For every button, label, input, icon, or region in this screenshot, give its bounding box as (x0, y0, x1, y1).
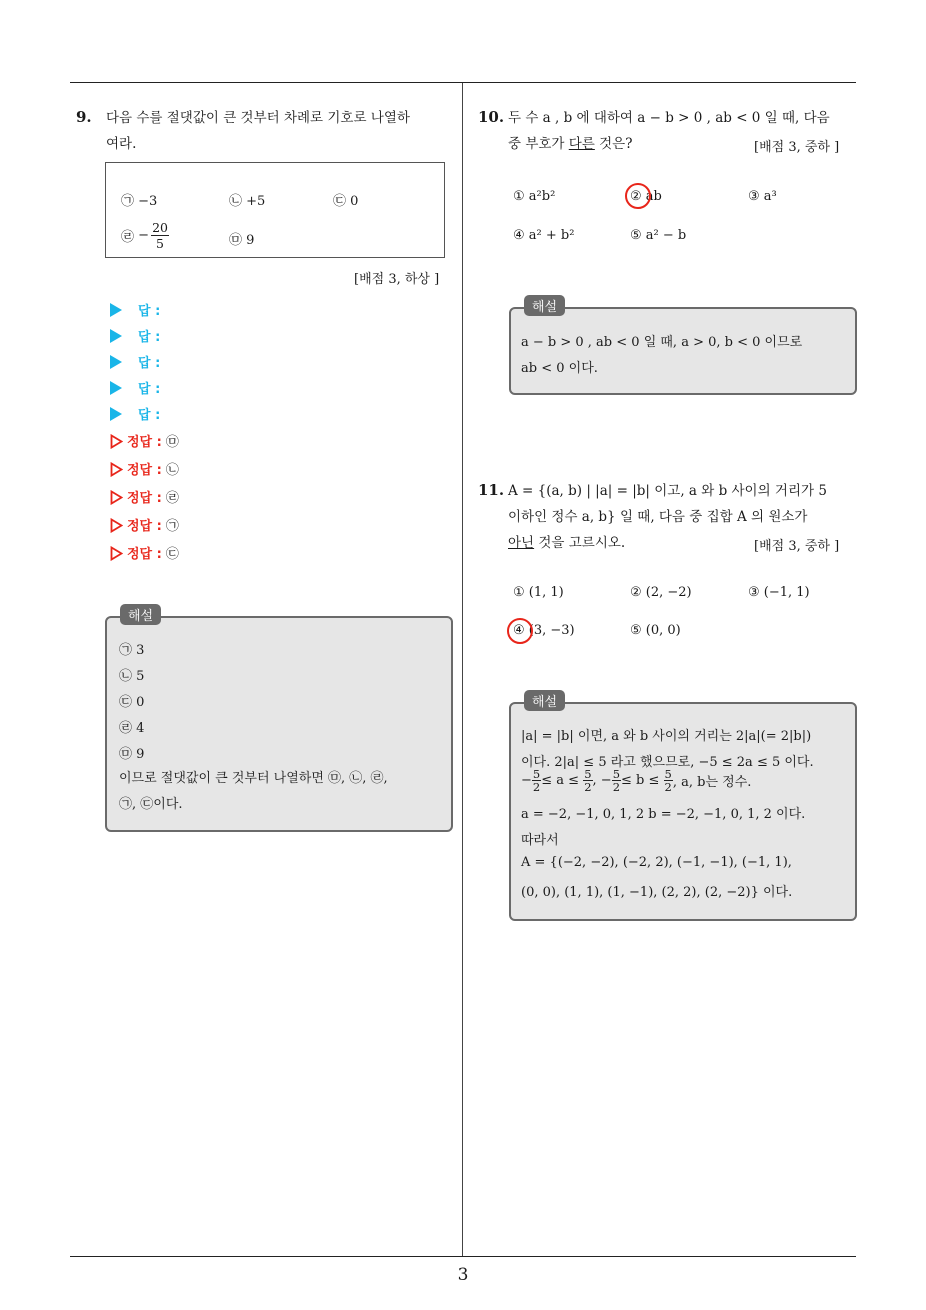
q9-text-line1: 다음 수를 절댓값이 큰 것부터 차례로 기호로 나열하 (106, 110, 410, 126)
q9-solution-line: ㉢ 0 (119, 695, 145, 710)
q9-item-5: ㉤ 9 (229, 233, 255, 248)
correct-answer-row: 정답 : ㉢ (110, 543, 179, 562)
q11-number: 11. (478, 481, 505, 499)
q11-meta: [배점 3, 중하 ] (754, 539, 840, 554)
answer-row: 답 : (110, 352, 160, 371)
triangle-icon (110, 329, 122, 343)
q9-solution-line: 이므로 절댓값이 큰 것부터 나열하면 ㉤, ㉡, ㉣, (119, 771, 388, 786)
q11-solution-line: (0, 0), (1, 1), (1, −1), (2, 2), (2, −2)} 이다. (521, 885, 793, 900)
q10-text-line1: 두 수 a , b 에 대하여 a − b > 0 , ab < 0 일 때, 다음 (508, 110, 830, 126)
q9-meta: [배점 3, 하상 ] (354, 272, 440, 287)
q11-solution-line: 이다. 2|a| ≤ 5 라고 했으므로, −5 ≤ 2a ≤ 5 이다. (521, 755, 814, 770)
q10-solution-line: ab < 0 이다. (521, 361, 598, 376)
q11-solution-line: A = {(−2, −2), (−2, 2), (−1, −1), (−1, 1), (521, 855, 792, 870)
triangle-icon (110, 303, 122, 317)
q9-solution-line: ㉤ 9 (119, 747, 145, 762)
q11-option-2[interactable]: ② (2, −2) (630, 585, 692, 600)
q11-solution-inequality: − $\frac{5}{2}$ ≤ a ≤ $\frac{5}{2}$ , − $\frac{5}{2}$ ≤ b ≤ $\frac{5}{2}$ , a, b는 정수. (521, 767, 752, 794)
page-number: 3 (457, 1265, 469, 1285)
correct-answer-row: 정답 : ㉣ (110, 487, 179, 506)
triangle-outline-icon (110, 546, 121, 560)
triangle-icon (110, 381, 122, 395)
q10-number: 10. (478, 108, 505, 126)
q9-item-4: ㉣ − $\frac{20}{5}$ (121, 220, 168, 251)
q10-option-2[interactable]: ② ab (630, 189, 662, 204)
answer-row: 답 : (110, 326, 160, 345)
q9-item-1: ㉠ −3 (121, 194, 158, 209)
q11-option-4[interactable]: ④ (3, −3) (513, 623, 575, 638)
q9-item-3: ㉢ 0 (333, 194, 359, 209)
bottom-rule (70, 1256, 856, 1257)
q9-text-line2: 여라. (106, 136, 137, 152)
selected-answer-mark (625, 183, 651, 209)
correct-answer-row: 정답 : ㉠ (110, 515, 179, 534)
q10-option-5[interactable]: ⑤ a² − b (630, 228, 687, 243)
q9-solution-line: ㉣ 4 (119, 721, 145, 736)
q11-solution-line: 따라서 (521, 833, 559, 848)
answer-row: 답 : (110, 300, 160, 319)
q11-text-line2: 이하인 정수 a, b} 일 때, 다음 중 집합 A 의 원소가 (508, 509, 808, 525)
q11-solution-line: a = −2, −1, 0, 1, 2 b = −2, −1, 0, 1, 2 이다. (521, 807, 806, 822)
q11-option-1[interactable]: ① (1, 1) (513, 585, 564, 600)
answer-row: 답 : (110, 404, 160, 423)
triangle-icon (110, 407, 122, 421)
q9-number: 9. (76, 108, 92, 126)
triangle-outline-icon (110, 518, 121, 532)
selected-answer-mark (507, 618, 533, 644)
q11-solution-tag: 해설 (524, 690, 565, 711)
correct-answer-row: 정답 : ㉤ (110, 431, 179, 450)
q9-solution-line: ㉠, ㉢이다. (119, 797, 183, 812)
q10-solution-box (509, 307, 857, 395)
q9-solution-line: ㉠ 3 (119, 643, 145, 658)
q9-item-2: ㉡ +5 (229, 194, 266, 209)
answer-row: 답 : (110, 378, 160, 397)
triangle-icon (110, 355, 122, 369)
q10-option-1[interactable]: ① a²b² (513, 189, 556, 204)
q10-meta: [배점 3, 중하 ] (754, 140, 840, 155)
triangle-outline-icon (110, 434, 121, 448)
q11-solution-line: |a| = |b| 이면, a 와 b 사이의 거리는 2|a|(= 2|b|) (521, 729, 812, 744)
correct-answer-row: 정답 : ㉡ (110, 459, 179, 478)
column-divider (462, 83, 463, 1257)
q10-solution-line: a − b > 0 , ab < 0 일 때, a > 0, b < 0 이므로 (521, 335, 803, 350)
q9-solution-tag: 해설 (120, 604, 161, 625)
top-rule (70, 82, 856, 83)
q10-option-3[interactable]: ③ a³ (748, 189, 777, 204)
triangle-outline-icon (110, 462, 121, 476)
q10-option-4[interactable]: ④ a² + b² (513, 228, 575, 243)
q11-option-5[interactable]: ⑤ (0, 0) (630, 623, 681, 638)
q11-option-3[interactable]: ③ (−1, 1) (748, 585, 810, 600)
q11-text-line3: 아닌 것을 고르시오. (508, 535, 626, 551)
triangle-outline-icon (110, 490, 121, 504)
q11-text-line1: A = {(a, b) | |a| = |b| 이고, a 와 b 사이의 거리가 5 (508, 483, 827, 499)
q10-solution-tag: 해설 (524, 295, 565, 316)
q10-text-line2: 중 부호가 다른 것은? (508, 136, 633, 152)
q9-solution-line: ㉡ 5 (119, 669, 145, 684)
